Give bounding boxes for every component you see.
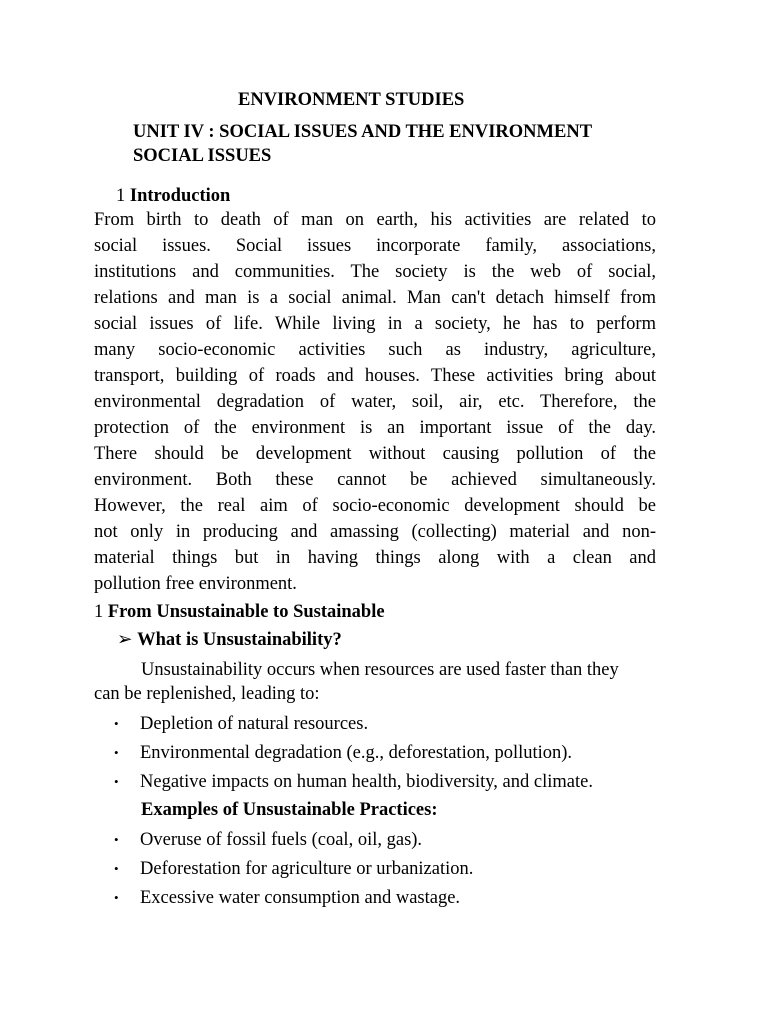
intro-line: transport, building of roads and houses. These activities bring about: [94, 366, 656, 386]
list-item: Environmental degradation (e.g., deforestation, pollution).: [140, 743, 573, 763]
intro-line: There should be development without causing pollution of the: [94, 444, 656, 464]
definition-line: Unsustainability occurs when resources are used faster than they: [141, 660, 619, 680]
list-item: Deforestation for agriculture or urbanization.: [140, 859, 474, 879]
intro-line: institutions and communities. The society is the web of social,: [94, 262, 656, 282]
intro-line: relations and man is a social animal. Man can't detach himself from: [94, 288, 656, 308]
section-title: SOCIAL ISSUES: [133, 146, 272, 166]
intro-line: environment. Both these cannot be achieved simultaneously.: [94, 470, 656, 490]
intro-line: social issues. Social issues incorporate family, associations,: [94, 236, 656, 256]
bullet-dot-icon: •: [114, 745, 119, 760]
intro-line: From birth to death of man on earth, his activities are related to: [94, 210, 656, 230]
intro-line: material things but in having things along with a clean and: [94, 548, 656, 568]
intro-line: social issues of life. While living in a society, he has to perform: [94, 314, 656, 334]
intro-heading-text: Introduction: [129, 186, 231, 206]
intro-number: 1: [116, 186, 126, 206]
intro-line: not only in producing and amassing (collecting) material and non-: [94, 522, 656, 542]
bullet-dot-icon: •: [114, 716, 119, 731]
intro-line: pollution free environment.: [94, 574, 297, 594]
intro-line: environmental degradation of water, soil, air, etc. Therefore, the: [94, 392, 656, 412]
unit-heading: UNIT IV : SOCIAL ISSUES AND THE ENVIRONMENT: [133, 122, 593, 142]
bullet-dot-icon: •: [114, 832, 119, 847]
intro-heading: [116, 185, 230, 207]
intro-line: However, the real aim of socio-economic development should be: [94, 496, 656, 516]
examples-heading: Examples of Unsustainable Practices:: [141, 800, 438, 820]
document-title: ENVIRONMENT STUDIES: [238, 90, 465, 110]
list-item: Depletion of natural resources.: [140, 714, 369, 734]
list-item: Excessive water consumption and wastage.: [140, 888, 461, 908]
definition-line: can be replenished, leading to:: [94, 684, 320, 704]
bullet-dot-icon: •: [114, 890, 119, 905]
bullet-dot-icon: •: [114, 861, 119, 876]
arrow-bullet-icon: ➢: [117, 630, 133, 650]
section2-heading: [94, 601, 385, 623]
subheading-text: What is Unsustainability?: [137, 630, 342, 650]
intro-line: protection of the environment is an important issue of the day.: [94, 418, 656, 438]
subheading-unsustainability: [117, 629, 342, 651]
section2-heading-text: From Unsustainable to Sustainable: [107, 602, 385, 622]
list-item: Negative impacts on human health, biodiversity, and climate.: [140, 772, 593, 792]
intro-line: many socio-economic activities such as industry, agriculture,: [94, 340, 656, 360]
list-item: Overuse of fossil fuels (coal, oil, gas).: [140, 830, 423, 850]
section2-number: 1: [94, 602, 104, 622]
bullet-dot-icon: •: [114, 774, 119, 789]
